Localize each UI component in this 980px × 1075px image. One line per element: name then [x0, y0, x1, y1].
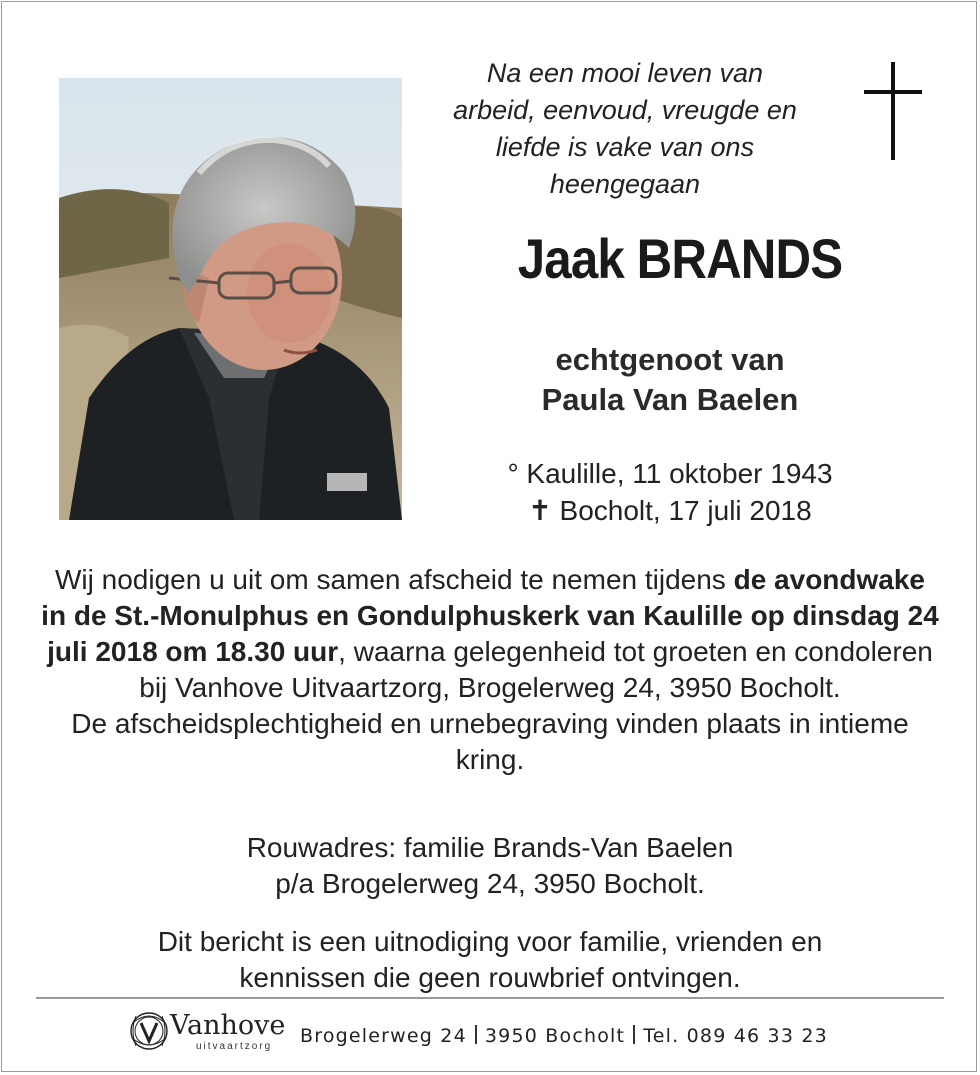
- intro-line: arbeid, eenvoud, vreugde en: [453, 95, 797, 125]
- deceased-name: Jaak BRANDS: [517, 227, 843, 290]
- footer-divider: [36, 997, 944, 999]
- mourning-address: [40, 830, 940, 902]
- invitation-part1: Wij nodigen u uit om samen afscheid te nemen tijdens: [55, 564, 734, 595]
- cross-icon: [864, 62, 922, 160]
- invitation-bold: de avondwake in de St.-Monulphus en Gondulphuskerk van Kaulille op dinsdag 24 juli 2018 om 18.30 uur: [41, 564, 939, 667]
- invitation-part3: De afscheidsplechtigheid en urnebegraving vinden plaats in intieme kring.: [71, 708, 909, 775]
- spouse-block: [470, 340, 870, 420]
- notice-line2: kennissen die geen rouwbrief ontvingen.: [239, 962, 741, 993]
- notice-text: [40, 924, 940, 996]
- rouwadres-line2: p/a Brogelerweg 24, 3950 Bocholt.: [275, 868, 705, 899]
- footer-city: 3950 Bocholt: [484, 1025, 626, 1047]
- footer-contact: [300, 1025, 828, 1047]
- intro-line: liefde is vake van ons: [495, 132, 755, 162]
- vanhove-logo: [126, 1008, 296, 1054]
- notice-line1: Dit bericht is een uitnodiging voor familie, vrienden en: [157, 926, 823, 957]
- intro-verse: [410, 55, 840, 203]
- vanhove-logo-icon: [126, 1008, 172, 1054]
- spouse-label: echtgenoot van: [555, 342, 785, 377]
- intro-line: heengegaan: [549, 169, 701, 199]
- intro-line: Na een mooi leven van: [486, 58, 764, 88]
- rouwadres-line1: Rouwadres: familie Brands-Van Baelen: [246, 832, 734, 863]
- logo-name: Vanhove: [170, 1010, 286, 1041]
- footer-separator: [633, 1025, 635, 1044]
- logo-subtitle: uitvaartzorg: [196, 1041, 273, 1052]
- invitation-text: [40, 562, 940, 778]
- life-dates: [470, 455, 870, 529]
- footer-separator: [475, 1025, 477, 1044]
- portrait-photo: [59, 78, 402, 520]
- death-date: ✝ Bocholt, 17 juli 2018: [528, 495, 812, 526]
- spouse-name: Paula Van Baelen: [541, 382, 799, 417]
- footer-address: Brogelerweg 24: [300, 1025, 467, 1047]
- birth-date: ° Kaulille, 11 oktober 1943: [507, 458, 833, 489]
- invitation-part2: , waarna gelegenheid tot groeten en condoleren bij Vanhove Uitvaartzorg, Brogelerweg 24, 3950 Bocholt.: [139, 636, 933, 703]
- footer-phone: Tel. 089 46 33 23: [643, 1025, 828, 1047]
